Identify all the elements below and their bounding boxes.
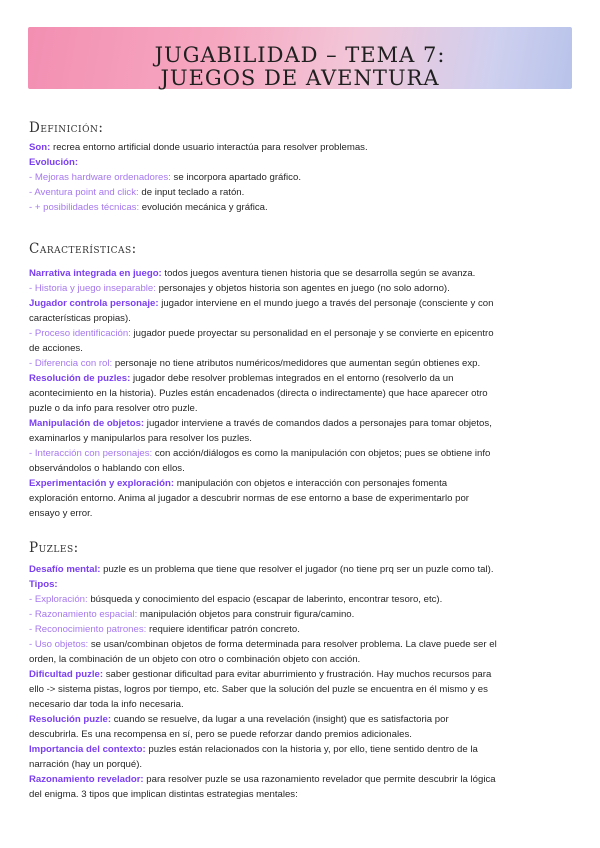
subterm: - Historia y juego inseparable:: [29, 283, 156, 294]
text: manipulación con objetos e interacción con personajes fomenta: [174, 478, 448, 489]
subterm: - Razonamiento espacial:: [29, 609, 138, 620]
paragraph: [29, 562, 574, 577]
definicion-block: [29, 140, 574, 215]
subterm: - + posibilidades técnicas:: [29, 202, 140, 213]
paragraph: [29, 266, 574, 281]
paragraph: [29, 742, 574, 757]
heading-puzles: Puzles:: [29, 540, 79, 556]
term: Razonamiento revelador:: [29, 774, 144, 785]
text-continuation: acontecimiento en la historia). Puzles están encadenados (directa o indirectamente) que hace aparecer otro: [29, 388, 488, 399]
text-continuation: exploración entorno. Anima al jugador a descubrir normas de ese entorno a base de experimentarlo por: [29, 493, 469, 504]
paragraph: [29, 416, 574, 431]
list-item: [29, 446, 574, 461]
list-item: [29, 281, 574, 296]
paragraph: [29, 577, 574, 592]
term-son: Son:: [29, 142, 51, 153]
term: Manipulación de objetos:: [29, 418, 145, 429]
subterm: - Uso objetos:: [29, 639, 89, 650]
term: Desafío mental:: [29, 564, 101, 575]
page-title: [0, 44, 600, 90]
subtext: con acción/diálogos es como la manipulación con objetos; pues se obtiene info: [152, 448, 491, 459]
list-item: [29, 592, 574, 607]
text: saber gestionar dificultad para evitar aburrimiento y frustración. Hay muchos recursos para: [103, 669, 492, 680]
subtext: personajes y objetos historia son agentes en juego (no solo adorno).: [155, 283, 450, 294]
text-continuation: orden, la combinación de un objeto con otro o combinación objeto con acción.: [29, 654, 361, 665]
term: Resolución de puzles:: [29, 373, 131, 384]
text: puzles están relacionados con la historia y, por ello, tiene sentido dentro de la: [145, 744, 478, 755]
puzles-block: [29, 562, 574, 802]
text: todos juegos aventura tienen historia que se desarrolla según se avanza.: [161, 268, 476, 279]
subtext: manipulación objetos para construir figura/camino.: [137, 609, 355, 620]
paragraph: [29, 667, 574, 682]
text-continuation: observándolos o hablando con ellos.: [29, 463, 185, 474]
subtext: de input teclado a ratón.: [138, 187, 245, 198]
text: para resolver puzle se usa razonamiento revelador que permite descubrir la lógica: [143, 774, 496, 785]
text-continuation: narración (hay un porqué).: [29, 759, 143, 770]
text: cuando se resuelve, da lugar a una revelación (insight) que es satisfactoria por: [111, 714, 449, 725]
subterm: - Mejoras hardware ordenadores:: [29, 172, 171, 183]
list-item: [29, 637, 574, 652]
term: Dificultad puzle:: [29, 669, 104, 680]
term: Tipos:: [29, 579, 58, 590]
text-continuation: puzle o da info para resolver otro puzle.: [29, 403, 198, 414]
subterm: - Interacción con personajes:: [29, 448, 153, 459]
paragraph-evolucion: [29, 155, 574, 170]
paragraph: [29, 772, 574, 787]
text: jugador interviene a través de comandos dados a personajes para tomar objetos,: [144, 418, 492, 429]
heading-caracteristicas: Características:: [29, 241, 137, 257]
text-continuation: examinarlos y manipularlos para resolver los puzles.: [29, 433, 252, 444]
text: jugador interviene en el mundo juego a través del personaje (consciente y con: [158, 298, 494, 309]
subtext: búsqueda y conocimiento del espacio (escapar de laberinto, encontrar tesoro, etc).: [87, 594, 443, 605]
text-continuation: descubrirla. Es una recompensa en sí, pero se puede reforzar dando premios adicionales.: [29, 729, 412, 740]
list-item: [29, 607, 574, 622]
term: Resolución puzle:: [29, 714, 112, 725]
paragraph: [29, 371, 574, 386]
list-item: [29, 170, 574, 185]
heading-definicion: Definición:: [29, 120, 104, 136]
subterm: - Diferencia con rol:: [29, 358, 113, 369]
term: Experimentación y exploración:: [29, 478, 175, 489]
list-item: [29, 185, 574, 200]
subterm: - Exploración:: [29, 594, 88, 605]
list-item: [29, 326, 574, 341]
title-line-1: JUGABILIDAD – TEMA 7:: [154, 43, 446, 67]
term: Jugador controla personaje:: [29, 298, 159, 309]
text-continuation: necesario dar toda la info necesaria.: [29, 699, 184, 710]
paragraph-son: [29, 140, 574, 155]
title-line-2: JUEGOS DE AVENTURA: [160, 66, 440, 90]
text: jugador debe resolver problemas integrados en el entorno (resolverlo da un: [130, 373, 454, 384]
subtext: requiere identificar patrón concreto.: [146, 624, 300, 635]
text-continuation: ensayo y error.: [29, 508, 93, 519]
text: puzle es un problema que tiene que resolver el jugador (no tiene prq ser un puzle como tal).: [100, 564, 494, 575]
term: Importancia del contexto:: [29, 744, 146, 755]
subtext: se usan/combinan objetos de forma determinada para resolver problema. La clave puede ser el: [88, 639, 497, 650]
list-item: [29, 622, 574, 637]
subterm: - Aventura point and click:: [29, 187, 139, 198]
paragraph: [29, 296, 574, 311]
subterm: - Reconocimiento patrones:: [29, 624, 147, 635]
text-continuation: ello -> sistema pistas, logros por tiempo, etc. Saber que la solución del puzle se encuentra en él mismo y es: [29, 684, 488, 695]
text-continuation: del enigma. 3 tipos que implican distintas estrategias mentales:: [29, 789, 298, 800]
subterm: - Proceso identificación:: [29, 328, 131, 339]
paragraph: [29, 712, 574, 727]
caracteristicas-block: [29, 266, 574, 521]
term: Narrativa integrada en juego:: [29, 268, 162, 279]
text-continuation: características propias).: [29, 313, 131, 324]
text-continuation: de acciones.: [29, 343, 83, 354]
text-son: recrea entorno artificial donde usuario interactúa para resolver problemas.: [50, 142, 368, 153]
term-evolucion: Evolución:: [29, 157, 79, 168]
list-item: [29, 356, 574, 371]
subtext: evolución mecánica y gráfica.: [139, 202, 268, 213]
subtext: personaje no tiene atributos numéricos/medidores que aumentan según obtienes exp.: [112, 358, 481, 369]
subtext: se incorpora apartado gráfico.: [170, 172, 301, 183]
list-item: [29, 200, 574, 215]
subtext: jugador puede proyectar su personalidad en el personaje y se convierte en epicentro: [130, 328, 494, 339]
paragraph: [29, 476, 574, 491]
